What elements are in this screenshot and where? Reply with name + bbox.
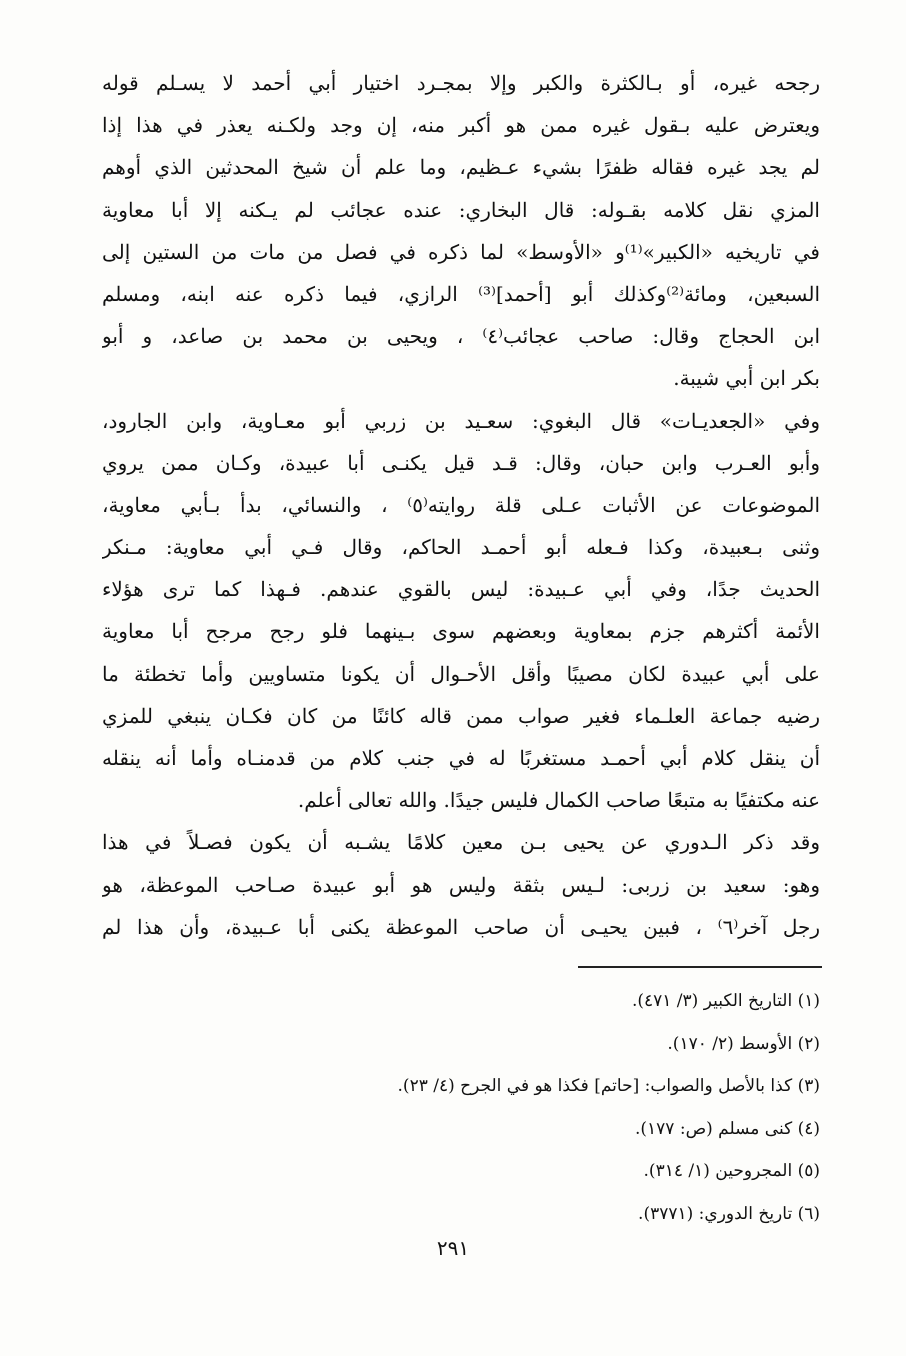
text-line: وقد ذكر الـدوري عن يحيى بـن معين كلامًا يشـبه أن يكون فصـلاً في هذا: [102, 830, 820, 855]
footnote: (٥) المجروحين (١/ ٣١٤).: [643, 1161, 820, 1181]
paragraph-1: [102, 62, 820, 400]
text-line: على أبي عبيدة لكان مصيبًا وأقل الأحـوال أن يكونا متساويين وأما تخطئة ما: [102, 661, 820, 686]
text-line: الحديث جدًا، وفي أبي عـبيدة: ليس بالقوي عندهم. فـهذا كما ترى هؤلاء: [102, 577, 820, 602]
footnotes: [102, 980, 820, 1235]
footnote: (٢) الأوسط (٢/ ١٧٠).: [667, 1033, 820, 1054]
footnote: (٤) كنى مسلم (ص: ١٧٧).: [634, 1118, 820, 1139]
footnote: (٣) كذا بالأصل والصواب: [حاتم] فكذا هو في الجرح (٤/ ٢٣).: [397, 1076, 820, 1096]
text-line: ويعترض عليه بـقول غيره ممن هو أكبر منه، إن وجد ولكـنه يعذر في هذا إذا: [102, 113, 820, 138]
text-line: وفي «الجعديـات» قال البغوي: سعـيد بن زربي أبو معـاوية، وابن الجارود،: [102, 408, 820, 433]
text-line: ابن الحجاج وقال: صاحب عجائب⁽٤⁾ ، ويحيى بن محمد بن صاعد، و أبو: [102, 324, 820, 349]
text-line: وثنى بـعبيدة، وكذا فـعله أبو أحمـد الحاكم، وقال فـي أبي معاوية: مـنكر: [102, 535, 820, 560]
text-line: رضيه جماعة العلـماء فغير صواب ممن قاله كائنًا من كان فكـان ينبغي للمزي: [102, 703, 820, 728]
footnote: (١) التاريخ الكبير (٣/ ٤٧١).: [631, 991, 820, 1011]
main-text: [102, 62, 820, 948]
text-line: وهو: سعيد بن زربى: لـيس بثقة وليس هو أبو عبيدة صـاحب الموعظة، هو: [102, 872, 820, 897]
text-line: أن ينقل كلام أبي أحمـد مستغربًا له في جنب كلام من قدمنـاه وأما أنه ينقله: [102, 746, 820, 770]
text-line: لم يجد غيره فقاله ظفرًا بشيء عـظيم، وما علم أن شيخ المحدثين الذي أوهم: [102, 155, 820, 180]
footnote: (٦) تاريخ الدوري: (٣٧٧١).: [638, 1203, 820, 1224]
page-number: ٢٩١: [436, 1236, 470, 1260]
text-line: بكر ابن أبي شيبة.: [673, 366, 820, 391]
text-line: في تاريخيه «الكبير»⁽¹⁾و «الأوسط» لما ذكره في فصل من مات من الستين إلى: [102, 239, 820, 264]
text-line: الموضوعات عن الأثبات عـلى قلة روايته⁽٥⁾ ، والنسائي، بدأ بـأبي معاوية،: [102, 492, 820, 517]
text-line: المزي نقل كلامه بقـوله: قال البخاري: عنده عجائب لم يـكنه إلا أبا معاوية: [102, 197, 820, 222]
text-line: عنه مكتفيًا به متبعًا صاحب الكمال فليس جيدًا. والله تعالى أعلم.: [297, 788, 820, 813]
text-line: الأئمة أكثرهم جزم بمعاوية وبعضهم سوى بـينهما فلو رجح مرجح أبا معاوية: [102, 619, 820, 644]
text-line: وأبو العـرب وابن حبان، وقال: قـد قيل يكنـى أبا عبيدة، وكـان ممن يروي: [102, 450, 820, 475]
paragraph-2: [102, 400, 820, 822]
text-line: رجحه غيره، أو بـالكثرة والكبر وإلا بمجـرد اختيار أبي أحمد لا يسـلم قوله: [102, 71, 820, 95]
text-line: السبعين، ومائة⁽²⁾وكذلك أبو [أحمد]⁽³⁾ الرازي، فيما ذكره عنه ابنه، ومسلم: [102, 281, 820, 306]
paragraph-3: [102, 821, 820, 948]
footnote-divider: [578, 966, 822, 968]
text-line: رجل آخر⁽٦⁾ ، فبين يحيـى أن صاحب الموعظة يكنى أبا عـبيدة، وأن هذا لم: [102, 914, 820, 939]
